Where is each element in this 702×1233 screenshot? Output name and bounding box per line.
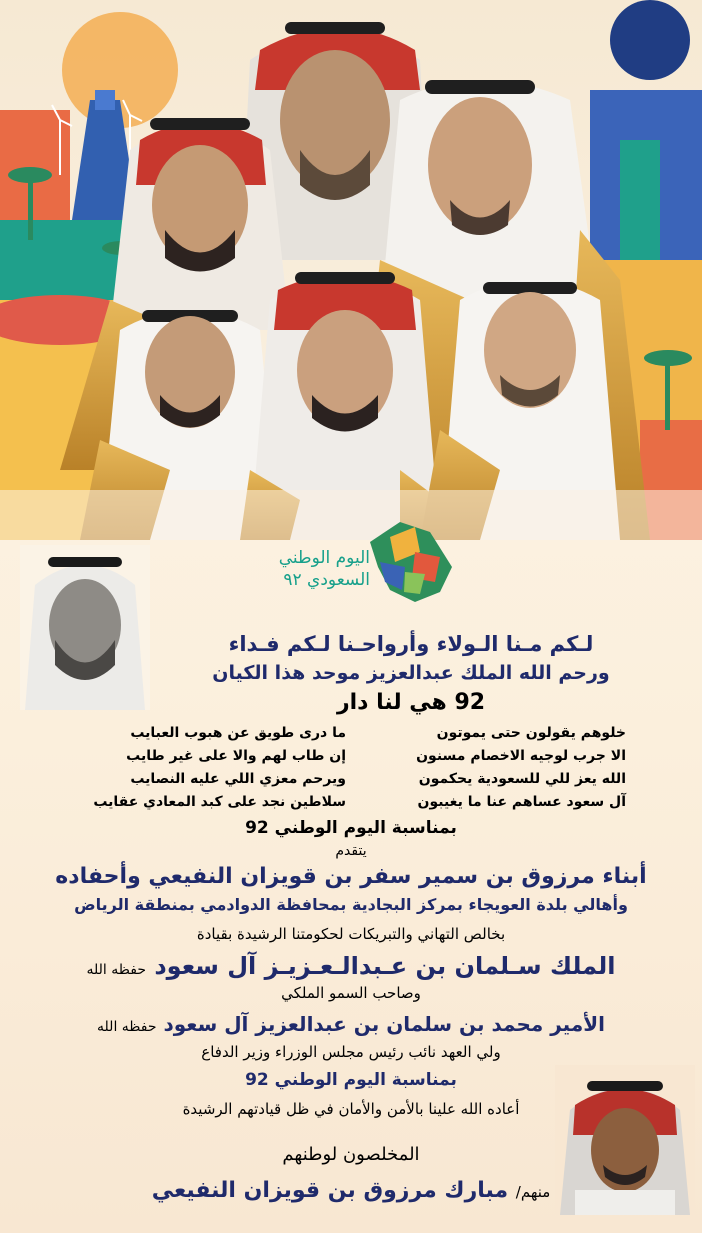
- sender-portrait: [555, 1065, 695, 1215]
- from-name: مبارك مرزوق بن قويزان النفيعي: [151, 1178, 509, 1203]
- signoff-text: المخلصون لوطنهم: [282, 1144, 420, 1165]
- occasion-heading: بمناسبة اليوم الوطني 92: [245, 818, 457, 838]
- poem-row: [86, 768, 626, 791]
- prince-suffix: حفظه الله: [97, 1019, 157, 1035]
- occasion-heading-2: بمناسبة اليوم الوطني 92: [245, 1070, 457, 1090]
- wish-text: أعاده الله علينا بالأمن والأمان في ظل قيادتهم الرشيدة: [182, 1100, 520, 1118]
- poem-hemistich-left: ما درى طويق عن هبوب العبايب: [130, 725, 346, 741]
- congrats-text: بخالص التهاني والتبريكات لحكومتنا الرشيدة بقيادة: [196, 925, 506, 943]
- national-day-logo: [250, 512, 460, 612]
- presents-text: يتقدم: [335, 843, 367, 859]
- poem-hemistich-right: خلوهم يقولون حتى يموتون: [436, 725, 626, 741]
- poem-row: [86, 722, 626, 745]
- prince-title: ولي العهد نائب رئيس مجلس الوزراء وزير الدفاع: [201, 1043, 501, 1061]
- poem-hemistich-right: آل سعود عساهم عنا ما يغيبون: [417, 794, 626, 810]
- poem-hemistich-left: ويرحم معزي اللي عليه النصايب: [130, 771, 346, 787]
- greeting-line-3: 92 هي لنا دار: [336, 690, 486, 715]
- highness-text: وصاحب السمو الملكي: [281, 984, 421, 1002]
- hero-illustration: [0, 0, 702, 540]
- logo-line-1: اليوم الوطني: [278, 548, 370, 568]
- logo-text: [250, 547, 370, 591]
- from-prefix: منهم/: [515, 1183, 551, 1201]
- poem-hemistich-left: إن طاب لهم والا على غير طايب: [126, 748, 346, 764]
- logo-line-2: السعودي ٩٢: [283, 570, 370, 590]
- prince-name: الأمير محمد بن سلمان بن عبدالعزيز آل سعود: [163, 1012, 605, 1036]
- elder-portrait-top: [20, 545, 150, 710]
- king-name: الملك سـلمان بن عـبدالـعـزيـز آل سعود: [154, 952, 616, 980]
- prince-line: [0, 1012, 702, 1036]
- family-name: أبناء مرزوق بن سمير سفر بن قويزان النفيعي وأحفاده: [55, 864, 647, 889]
- poem-row: [86, 791, 626, 814]
- greeting-line-1: لـكم مـنا الـولاء وأرواحـنا لـكم فـداء: [228, 632, 594, 656]
- saudi-map-logo-icon: [360, 512, 460, 607]
- king-suffix: حفظه الله: [86, 962, 146, 978]
- poem-hemistich-right: الا جرب لوجيه الاخصام مسنون: [416, 748, 626, 764]
- king-line: [0, 952, 702, 980]
- greeting-line-2: ورحم الله الملك عبدالعزيز موحد هذا الكيان: [212, 662, 610, 684]
- poem-hemistich-right: الله يعز للي للسعودية يحكمون: [418, 771, 626, 787]
- poem-hemistich-left: سلاطين نجد على كبد المعادي عقايب: [93, 794, 346, 810]
- poem-row: [86, 745, 626, 768]
- village-text: وأهالي بلدة العويجاء بمركز البجادية بمحافظة الدوادمي بمنطقة الرياض: [74, 895, 628, 914]
- poem: [86, 722, 626, 814]
